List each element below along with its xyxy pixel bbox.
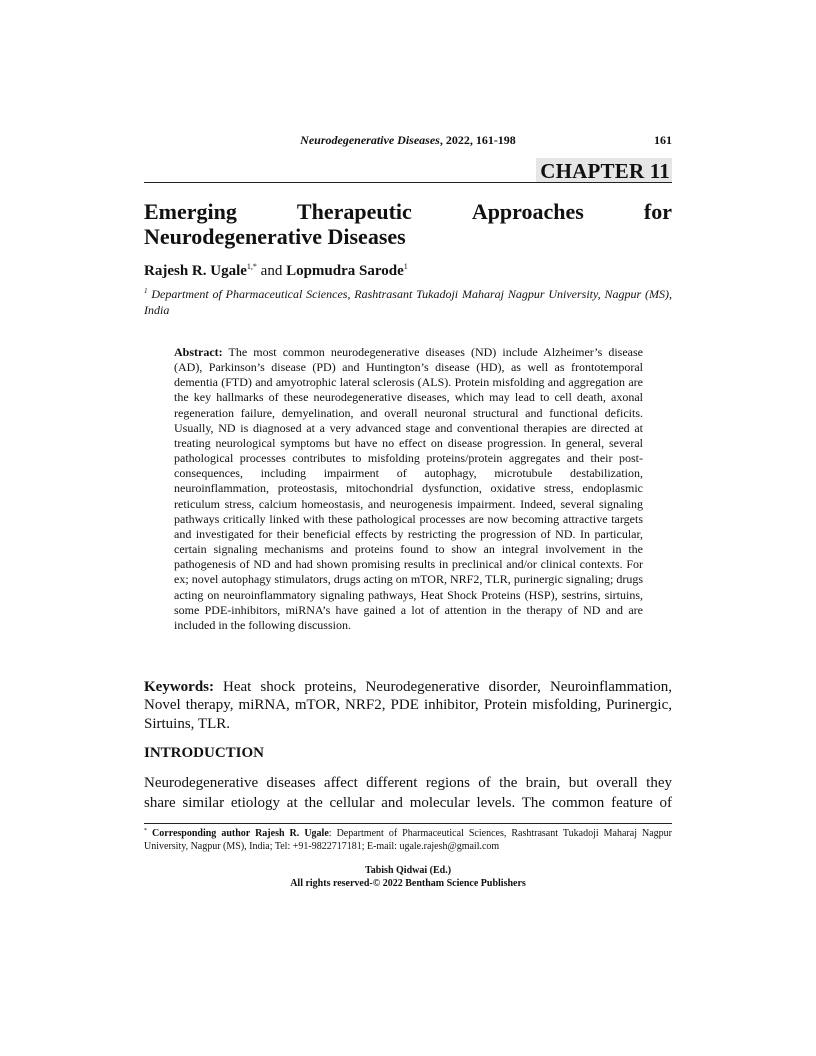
affiliation [144,286,672,318]
chapter-label: CHAPTER 11 [536,158,672,183]
page-number: 161 [654,133,672,147]
author-name: Lopmudra Sarode [286,263,404,279]
title-word: Approaches [471,199,584,224]
author-affiliation-mark: 1,* [246,262,257,271]
title-word: Emerging [144,199,237,224]
body-text-line: Neurodegenerative diseases affect different regions of the brain, but overall they [144,775,672,791]
author-affiliation-mark: 1 [403,262,408,271]
abstract-text: The most common neurodegenerative diseases (ND) include Alzheimer’s disease (AD), Parkinson’s disease (PD) and Huntington’s disease (HD), as well as frontotemporal dementia (FTD) and amyotrophic lateral sclerosis (ALS). Protein misfolding and aggregation are the key hallmarks of these neurodegenerative diseases, which may lead to cell death, axonal regeneration failure, demyelination, and overall neuronal structural and functional deficits. Usually, ND is diagnosed at a very advanced stage and conventional therapies are directed at treating neurological symptoms but have no effect on disease progression. In general, several pathological processes contributes to misfolding proteins/protein aggregates and their post-consequences, including impairment of autophagy, microtubule destabilization, neuroinflammation, proteostasis, mitochondrial dysfunction, oxidative stress, endoplasmic reticulum stress, calcium homeostasis, and neurogenesis impairment. Indeed, several signaling pathways critically linked with these pathological processes are now becoming attractive targets and investigated for their beneficial effects by restricting the progression of ND. In particular, certain signaling mechanisms and proteins found to show an integral involvement in the pathogenesis of ND and had shown promising results in preclinical and/or clinical contexts. For ex; novel autophagy stimulators, drugs acting on mTOR, NRF2, TLR, purinergic signaling; drugs acting on neuroinflammatory signaling pathways, Heat Shock Proteins (HSP), sestrins, sirtuins, some PDE-inhibitors, miRNA’s have gained a lot of attention in the therapy of ND and are included in the following discussion. [174,345,643,632]
keywords [144,678,672,733]
keywords-label: Keywords: [144,679,214,695]
title-word: Therapeutic [296,199,412,224]
title-word: for [643,199,672,224]
title-line-2: Neurodegenerative Diseases [144,224,406,249]
running-head [144,133,672,149]
affiliation-mark: 1 [144,287,148,295]
keywords-text: Heat shock proteins, Neurodegenerative disorder, Neuroinflammation, Novel therapy, miRNA, mTOR, NRF2, PDE inhibitor, Protein misfolding, Purinergic, Sirtuins, TLR. [144,679,672,732]
footnote-mark: * [144,828,147,834]
body-text-line: share similar etiology at the cellular and molecular levels. The common feature of [144,794,672,811]
chapter-divider [144,182,672,183]
footnote-divider [144,823,672,824]
footnote-label: Corresponding author Rajesh R. Ugale [147,828,329,839]
introduction-paragraph [144,774,672,813]
journal-citation [144,133,672,148]
section-heading: INTRODUCTION [144,745,265,761]
footnote-text: : Department of Pharmaceutical Sciences, Rashtrasant Tukadoji Maharaj Nagpur University, Nagpur (MS), India; Tel: +91-9822717181; E-mail: ugale.rajesh@gmail.com [144,828,672,852]
copyright-notice: All rights reserved-© 2022 Bentham Science Publishers [290,877,526,889]
editor-copyright [144,865,672,890]
title-line-1 [144,199,672,224]
affiliation-text: Department of Pharmaceutical Sciences, Rashtrasant Tukadoji Maharaj Nagpur University, Nagpur (MS), India [144,287,672,317]
abstract-label: Abstract: [174,345,223,359]
journal-year-pages: , 2022, 161-198 [439,133,516,147]
journal-name: Neurodegenerative Diseases [300,133,440,147]
corresponding-author-footnote [144,827,672,853]
author-name: Rajesh R. Ugale [144,263,247,279]
chapter-title [144,199,672,249]
abstract [174,345,643,633]
editor-name: Tabish Qidwai (Ed.) [364,865,452,876]
author-list [144,262,672,280]
author-conjunction: and [256,263,287,279]
